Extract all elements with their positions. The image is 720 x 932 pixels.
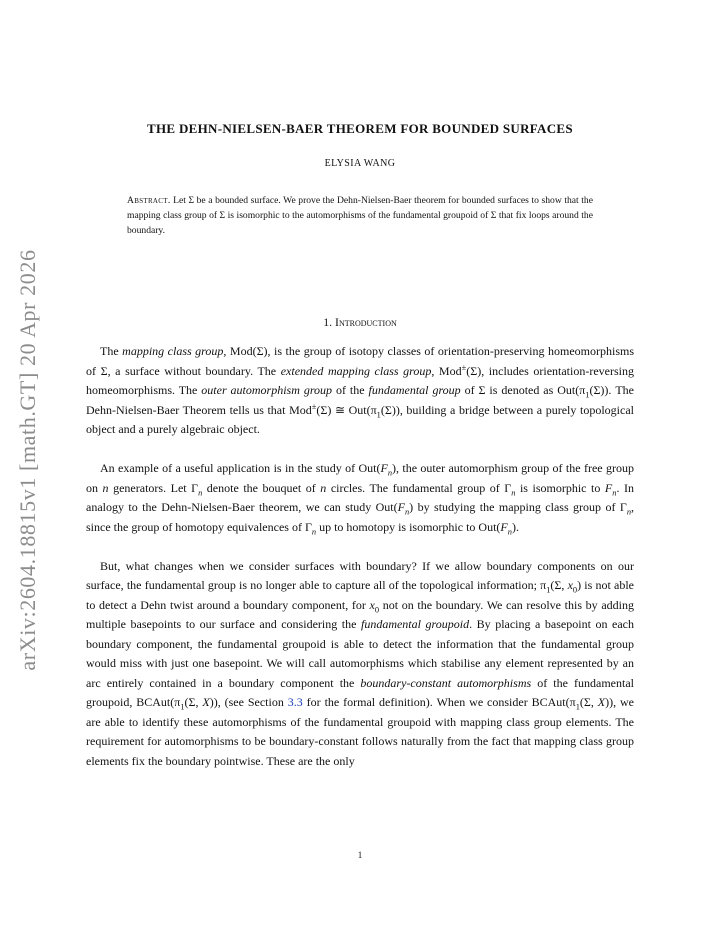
subscript: 1 — [180, 702, 185, 712]
subscript: n — [626, 507, 632, 517]
abstract — [127, 193, 593, 238]
emphasis-text: X — [597, 695, 606, 709]
paper-author: ELYSIA WANG — [324, 158, 396, 169]
body-text-run: circles. The fundamental group of Γ — [326, 480, 512, 495]
emphasis-text: F — [604, 480, 613, 495]
body-text-run: up to homotopy is isomorphic to Out( — [316, 519, 501, 534]
subscript: 0 — [374, 604, 380, 614]
emphasis-text: F — [380, 461, 388, 475]
body-text-run: not on the boundary. We can resolve this by adding multiple basepoints to our surface and considering the — [86, 597, 634, 631]
emphasis-text: fundamental group — [368, 383, 461, 397]
body-text-run: (Σ), includes orientation-reversing homeomorphisms. The — [86, 363, 634, 397]
subscript: 1 — [585, 390, 590, 400]
emphasis-text: F — [397, 500, 405, 514]
body-text-run: denote the bouquet of — [202, 480, 321, 495]
body-text-run: , since the group of homotopy equivalences of Γ — [86, 500, 635, 534]
subscript: 1 — [575, 702, 580, 712]
emphasis-text: fundamental groupoid — [360, 617, 470, 631]
subscript: n — [612, 487, 617, 497]
subscript: n — [404, 507, 410, 517]
body-text-run: An example of a useful application is in the study of Out( — [100, 461, 381, 475]
body-text-run: ) by studying the mapping class group of Γ — [409, 500, 627, 514]
emphasis-text: x — [567, 578, 573, 592]
page-number: 1 — [357, 850, 363, 860]
subscript: n — [198, 487, 203, 497]
body-text-run: . In analogy to the Dehn-Nielsen-Baer theorem, we can study Out( — [86, 480, 634, 514]
body-paragraph — [86, 557, 634, 772]
body-text-run: , Mod — [431, 363, 462, 378]
body-text-run: (Σ)), building a bridge between a purely topological object and a purely algebraic object. — [86, 402, 634, 436]
superscript: ± — [461, 362, 467, 372]
emphasis-text: x — [369, 597, 375, 612]
body-text-run: (Σ, — [550, 578, 568, 592]
subscript: 0 — [572, 585, 578, 595]
subscript: n — [387, 468, 392, 478]
body-text-run: ) is not able to detect a Dehn twist around a boundary component, for — [86, 578, 635, 612]
body-text-run: is isomorphic to — [515, 480, 605, 495]
subscript: 1 — [546, 585, 551, 595]
arxiv-identifier-text: arXiv:2604.18815v1 [math.GT] 20 Apr 2026 — [15, 249, 40, 671]
body-text-run: generators. Let Γ — [108, 480, 199, 495]
body-text-run: ). — [511, 519, 519, 534]
superscript: ± — [311, 401, 317, 411]
body-text-run: )), (see Section — [209, 695, 288, 709]
body-text-run: for the formal definition). When we consider BCAut(π — [302, 695, 576, 709]
body-paragraph — [86, 342, 634, 440]
emphasis-text: n — [102, 480, 109, 495]
emphasis-text: X — [202, 695, 210, 709]
subscript: 1 — [376, 409, 381, 419]
body-text-run: of the — [332, 383, 369, 397]
body-text — [86, 342, 634, 771]
body-text-run: )), we are able to identify these automorphisms of the fundamental groupoid with mapping class group elements. The requirement for automorphisms to be boundary-constant follows naturally from the fact that mapping class group elements fix the boundary pointwise. These are the only — [86, 695, 635, 768]
subscript: n — [511, 487, 516, 497]
emphasis-text: n — [320, 480, 327, 495]
body-text-run: (Σ) ≅ Out(π — [316, 402, 377, 417]
emphasis-text: mapping class group — [122, 344, 224, 358]
body-text-run: of the fundamental groupoid, BCAut(π — [86, 675, 634, 709]
body-paragraph — [86, 459, 634, 537]
body-text-run: (Σ, — [579, 695, 598, 709]
body-text-run: ), the outer automorphism group of the free group on — [86, 461, 634, 495]
arxiv-identifier-stamp — [14, 245, 42, 675]
abstract-text: Let Σ be a bounded surface. We prove the Dehn-Nielsen-Baer theorem for bounded surfaces to show that the mapping class group of Σ is isomorphic to the automorphisms of the fundamental groupoid of Σ that fix loops around the boundary. — [127, 195, 593, 236]
body-text-run: (Σ)). The Dehn-Nielsen-Baer Theorem tells us that Mod — [86, 383, 635, 417]
body-text-run: (Σ, — [184, 695, 203, 709]
section-name: Introduction — [335, 315, 397, 329]
paper-title: THE DEHN-NIELSEN-BAER THEOREM FOR BOUNDED SURFACES — [147, 121, 573, 136]
subscript: n — [507, 526, 512, 536]
section-reference-link[interactable]: 3.3 — [287, 695, 303, 709]
section-heading — [86, 315, 634, 330]
body-text-run: The — [100, 344, 123, 358]
emphasis-text: boundary-constant automorphisms — [360, 675, 532, 690]
emphasis-text: extended mapping class group — [280, 363, 432, 378]
body-text-run: But, what changes when we consider surfaces with boundary? If we allow boundary components on our surface, the fundamental group is no longer able to capture all of the topological information; π — [86, 558, 634, 592]
body-text-run: , Mod(Σ), is the group of isotopy classes of orientation-preserving homeomorphisms of Σ, a surface without boundary. The — [86, 344, 635, 378]
body-text-run: of Σ is denoted as Out(π — [460, 383, 586, 397]
section-number: 1. — [323, 315, 333, 329]
abstract-label: Abstract. — [127, 195, 171, 206]
body-text-run: . By placing a basepoint on each boundary component, the fundamental groupoid is able to detect the information that the fundamental group would miss with just one basepoint. We will call automorphisms which stabilise any element represented by an arc entirely contained in a boundary component the — [86, 617, 634, 690]
subscript: n — [311, 526, 317, 536]
emphasis-text: outer automorphism group — [201, 383, 333, 397]
emphasis-text: F — [500, 519, 508, 534]
